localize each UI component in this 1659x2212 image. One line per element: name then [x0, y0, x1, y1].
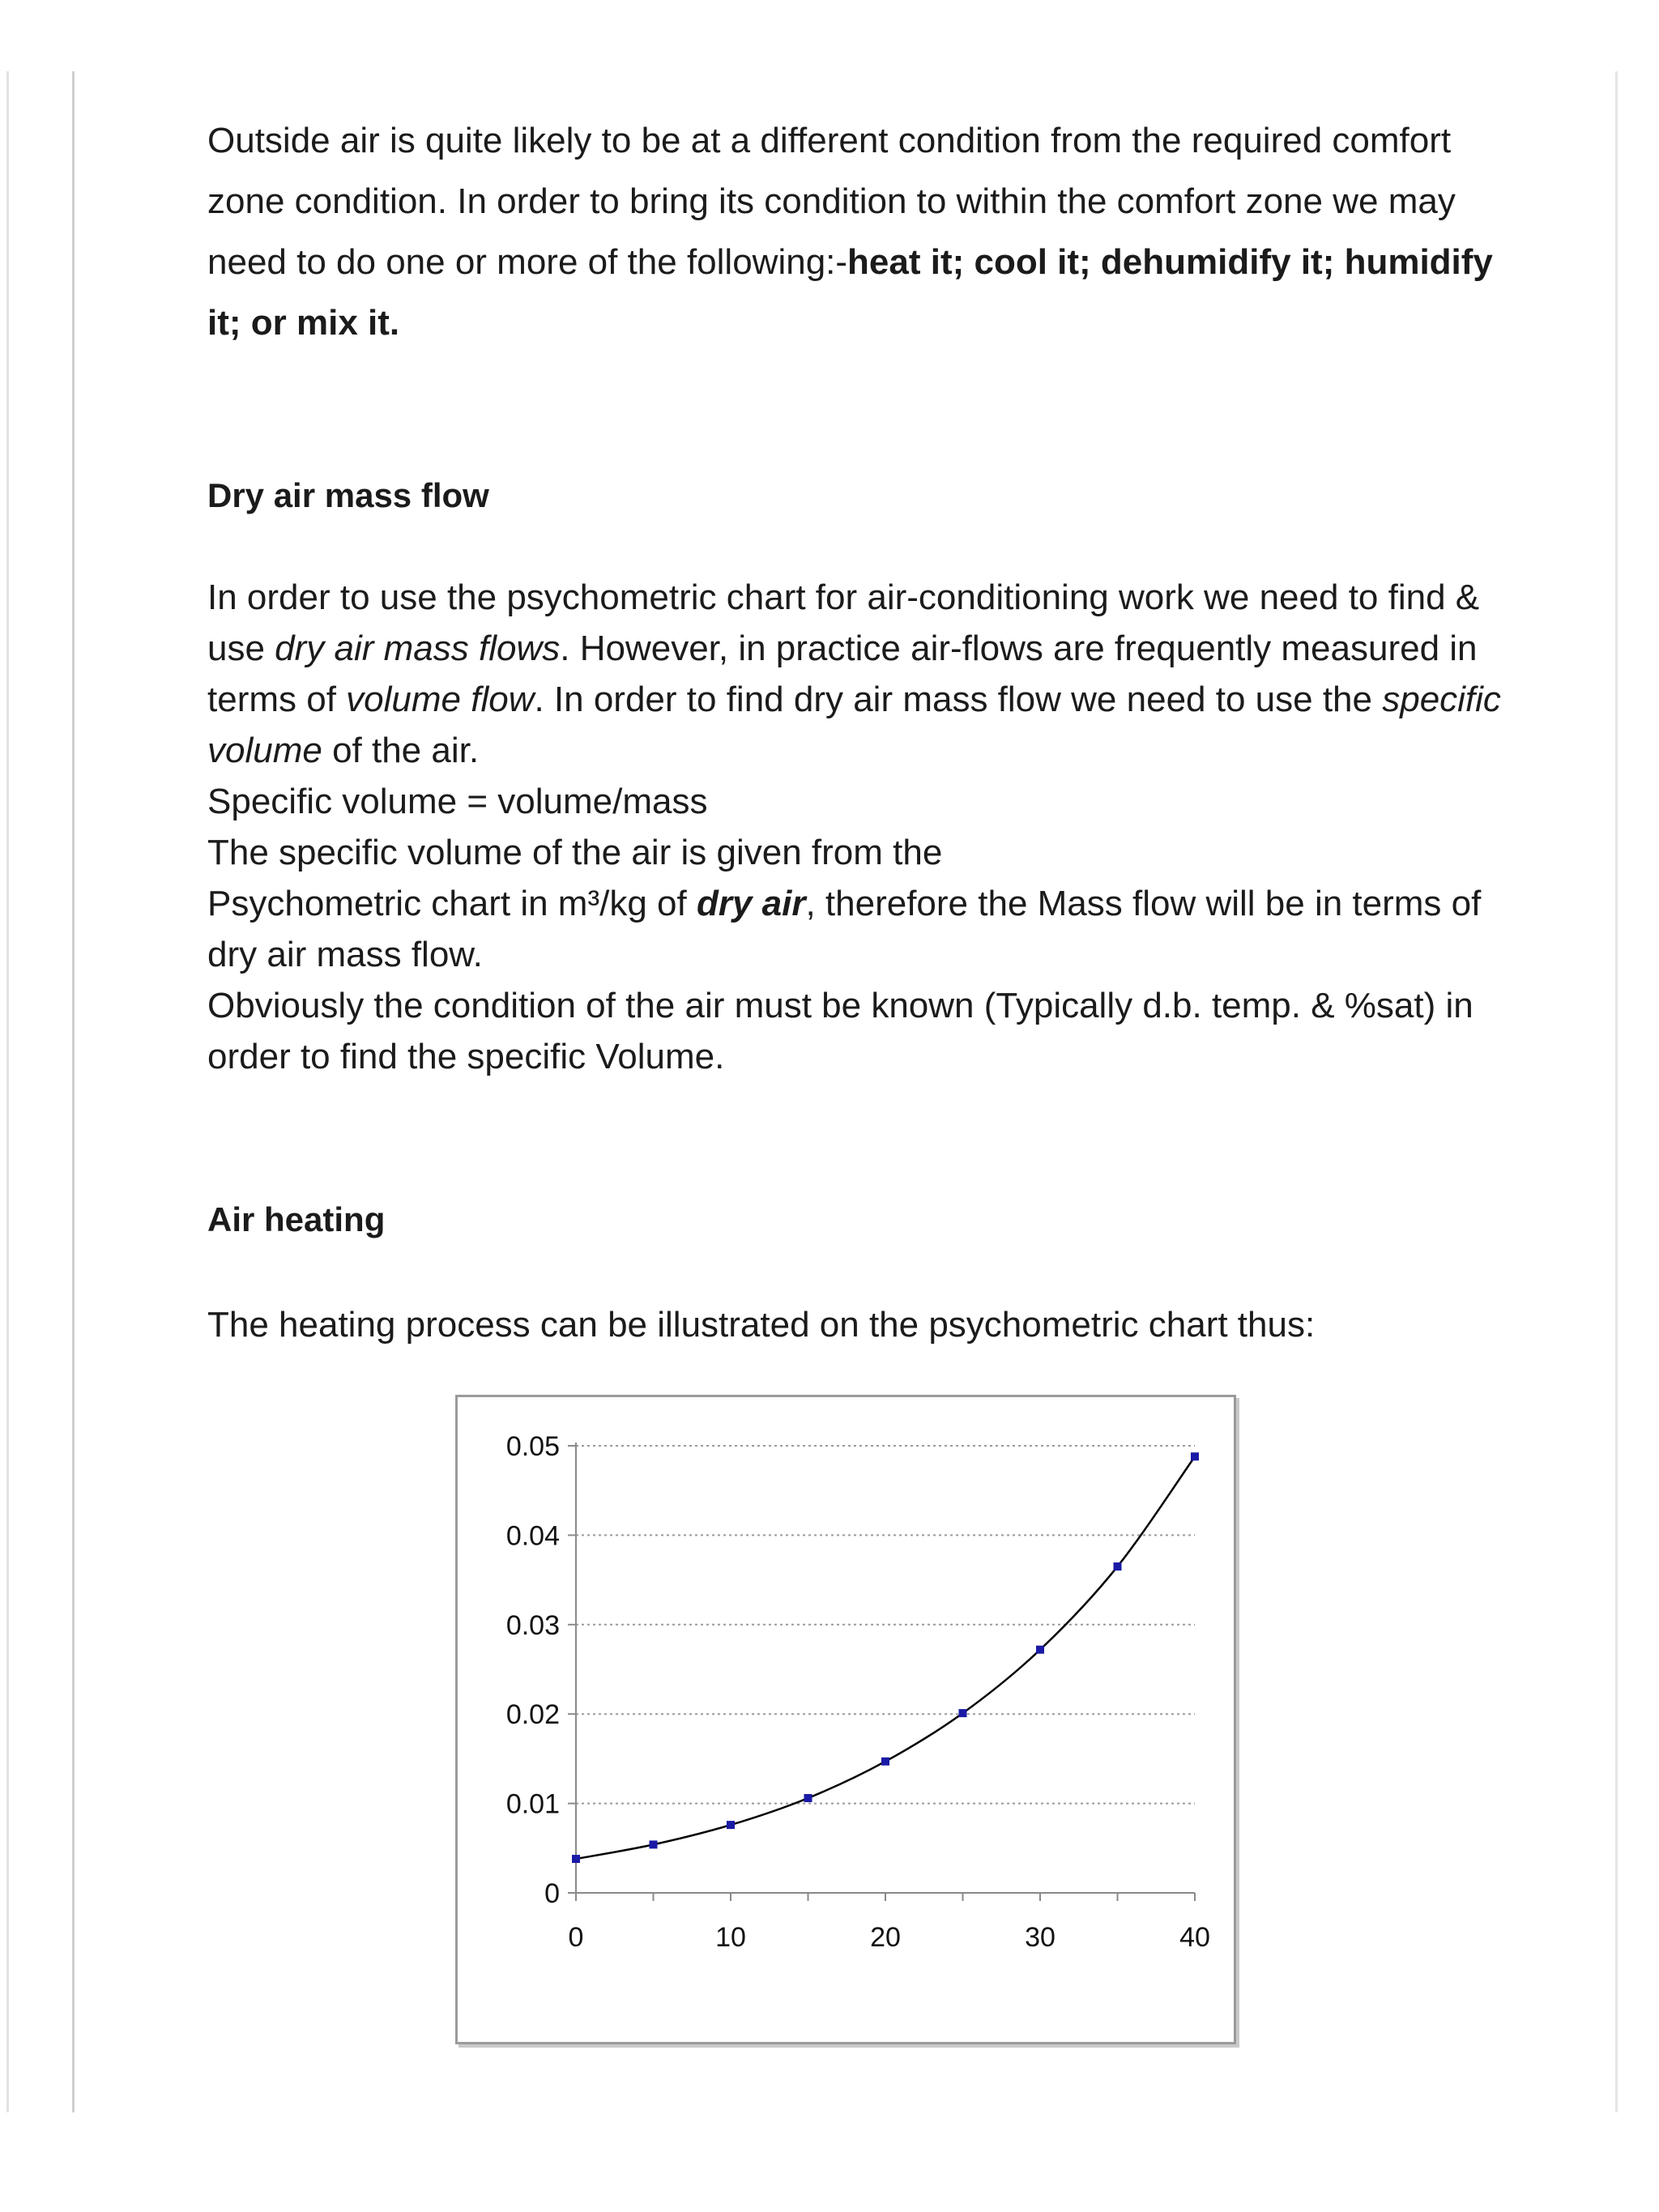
x-tick-label: 40	[1179, 1922, 1210, 1953]
y-tick-label: 0.03	[505, 1609, 560, 1641]
series-line	[576, 1456, 1195, 1859]
given-from-line: The specific volume of the air is given from the	[207, 833, 943, 872]
heading-air-heating: Air heating	[207, 1200, 386, 1238]
y-tick-label: 0.01	[505, 1788, 560, 1820]
x-tick-label: 0	[568, 1922, 584, 1953]
heating-paragraph: The heating process can be illustrated on the psychometric chart thus:	[207, 1305, 1316, 1345]
chart-units-bold-italic: dry air	[696, 884, 806, 923]
intro-bold-text: heat it; cool it; dehumidify it; humidify it; or mix it.	[207, 242, 1493, 343]
data-point-8	[1191, 1452, 1199, 1460]
data-point-7	[1114, 1562, 1122, 1571]
dry-air-text-b: . However, in practice air-flows are frequently measured in terms of	[207, 629, 1478, 719]
intro-paragraph	[207, 110, 1520, 353]
chart-units-text-b: , therefore the Mass flow will be in terms of dry air mass flow.	[207, 884, 1482, 974]
dry-air-italic-a: dry air mass flows	[275, 629, 561, 668]
x-tick-label: 10	[715, 1922, 746, 1953]
chart-units-text-a: Psychometric chart in m³/kg of	[207, 884, 697, 923]
x-tick-label: 30	[1025, 1922, 1056, 1953]
data-point-5	[959, 1709, 967, 1717]
page-edge-left	[6, 71, 9, 2112]
dry-air-italic-b: volume flow	[346, 680, 535, 719]
y-tick-label: 0.05	[505, 1431, 560, 1462]
y-tick-label: 0.02	[505, 1699, 560, 1731]
chart-canvas	[458, 1397, 1234, 2042]
dry-air-italic-c: specific volume	[207, 680, 1501, 770]
intro-text: Outside air is quite likely to be at a different condition from the required comfort zone condition. In order to bring its condition to within the comfort zone we may need to do one or more of the following:-	[207, 121, 1456, 282]
specific-volume-line: Specific volume = volume/mass	[207, 782, 708, 821]
dry-air-text-c: . In order to find dry air mass flow we need to use the	[534, 680, 1383, 719]
dry-air-section	[207, 572, 1520, 1082]
data-point-0	[572, 1855, 580, 1863]
y-tick-label: 0.04	[505, 1520, 560, 1552]
chart-units-line	[207, 878, 1520, 980]
data-point-1	[650, 1840, 658, 1848]
dry-air-text-d: of the air.	[322, 731, 480, 770]
y-tick-label: 0	[544, 1878, 560, 1909]
data-point-2	[727, 1821, 735, 1829]
dry-air-paragraph	[207, 572, 1520, 776]
data-point-3	[804, 1794, 812, 1802]
page-margin-line	[72, 71, 75, 2112]
data-point-6	[1036, 1646, 1044, 1654]
psychrometric-chart	[455, 1395, 1236, 2044]
heading-dry-air-mass-flow: Dry air mass flow	[207, 476, 489, 514]
page-edge-right	[1615, 71, 1618, 2112]
data-point-4	[881, 1758, 889, 1766]
dry-air-text-a: In order to use the psychometric chart for air-conditioning work we need to find & use	[207, 578, 1480, 668]
x-tick-label: 20	[870, 1922, 901, 1953]
obviously-line: Obviously the condition of the air must be known (Typically d.b. temp. & %sat) in order to find the specific Volume.	[207, 986, 1473, 1076]
